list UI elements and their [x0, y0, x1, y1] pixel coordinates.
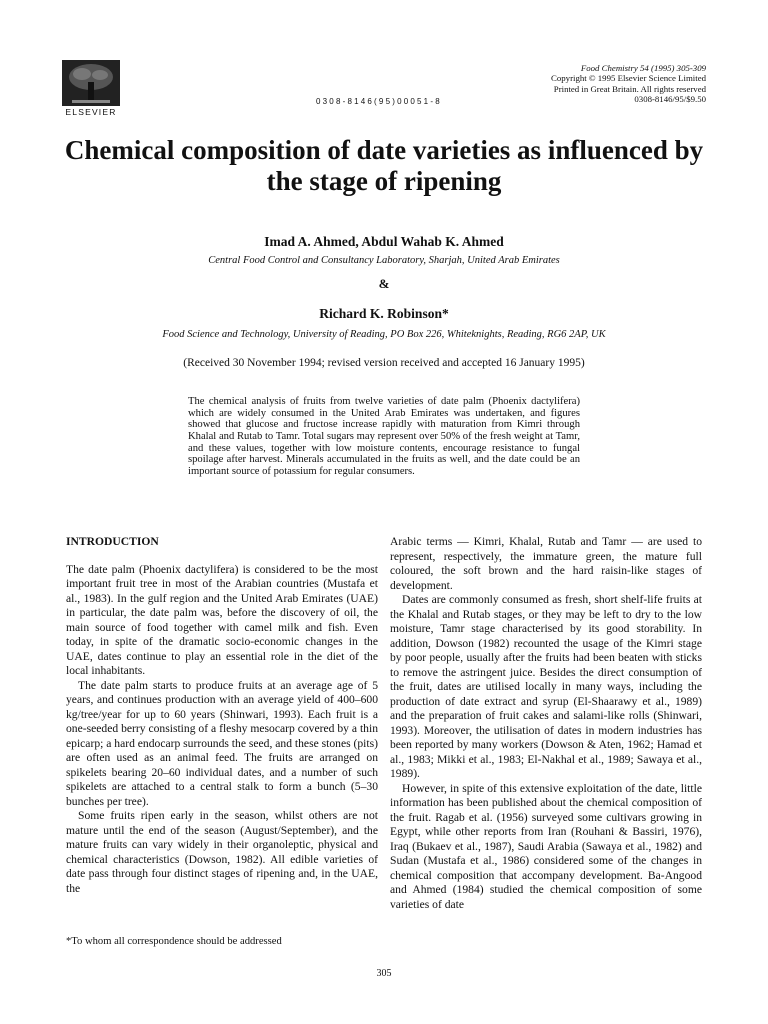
author-separator: & — [378, 276, 390, 291]
body-paragraph: However, in spite of this extensive exploitation of the date, little information has been published about the chemical composition of the fruit. Ragab et al. (1956) surveyed some cultivars growing in Egypt, while other reports from Iran (Rouhani & Bassiri, 1976), Iraq (Bukaev et al., 1987), Saudi Arabia (Sawaya et al., 1982) and Sudan (Mustafa et al., 1986) considered some of the changes in chemical composition that accompany development. Ba-Angood and Ahmed (1984) studied the chemical composition of some varieties of date — [390, 781, 702, 911]
authors-secondary: Richard K. Robinson* — [319, 306, 449, 321]
tree-logo-icon — [62, 60, 120, 106]
body-paragraph: Arabic terms — Kimri, Khalal, Rutab and Tamr — are used to represent, respectively, the immature green, the mature full coloured, the soft brown and the hard raisin-like stages of development. — [390, 535, 702, 592]
received-dates: (Received 30 November 1994; revised version received and accepted 16 January 1995) — [183, 357, 585, 369]
abstract: The chemical analysis of fruits from twelve varieties of date palm (Phoenix dactylifera) which are widely consumed in the United Arab Emirates was undertaken, and figures showed that glucose and fructose increase rapidly with maturation from Kimri through Khalal and Rutab to Tamr. Total sugars may represent over 50% of the fresh weight at Tamr, and these values, together with low moisture contents, encourage resistance to fungal spoilage after harvest. Minerals accumulated in the fruits as well, and the date could be an important source of potassium for regular consumers. — [188, 396, 580, 477]
journal-info — [446, 63, 706, 105]
affiliation-secondary: Food Science and Technology, University of Reading, PO Box 226, Whiteknights, Reading, RG6 2AP, UK — [162, 329, 606, 340]
paper-title: Chemical composition of date varieties as influenced by the stage of ripening — [64, 135, 704, 196]
authors-primary: Imad A. Ahmed, Abdul Wahab K. Ahmed — [264, 234, 504, 249]
issn-line: 0308-8146/95/$9.50 — [634, 94, 706, 105]
body-paragraph: The date palm starts to produce fruits at an average age of 5 years, and continues production with an average yield of 400–600 kg/tree/year for up to 60 years (Shinwari, 1993). Each fruit is a one-seeded berry consisting of a fleshy mesocarp covered by a thin epicarp; a hard endocarp surrounds the seed, and these stones (pits) are often used as an animal feed. The fruits are arranged on spikelets bearing 20–60 individual dates, and a number of such spikelets are attached to a central stalk to form a bunch (5–30 bunches per tree). — [66, 678, 378, 808]
elsevier-logo — [62, 60, 120, 117]
copyright-line: Copyright © 1995 Elsevier Science Limited — [551, 73, 706, 84]
printed-line: Printed in Great Britain. All rights reserved — [553, 83, 706, 94]
body-paragraph: Dates are commonly consumed as fresh, short shelf-life fruits at the Khalal and Rutab stages, or they may be left to dry to the low moisture, Tamr stage characterised by its good storability. In addition, Dowson (1982) recounted the usage of the Kimri stage by poor people, usually after the fruits had been beaten with sticks to remove the astringent juice. Besides the direct consumption of the fruit, dates are utilised locally in many ways, including the production of date extract and syrup (El-Shaarawy et al., 1989) and the preparation of fruit cakes and salami-like rolls (Shinwari, 1993). Moreover, the utilisation of dates in modern industries has been reported by many workers (Dowson & Aten, 1962; Hamad et al., 1983; Mikki et al., 1983; El-Nakhal et al., 1989; Sawaya et al., 1989). — [390, 593, 702, 780]
article-code: 0308-8146(95)00051-8 — [316, 97, 442, 106]
body-paragraph: The date palm (Phoenix dactylifera) is considered to be the most important fruit tree in most of the Arabian countries (Mustafa et al., 1983). In the gulf region and the United Arab Emirates (UAE) in particular, the date palm was, before the discovery of oil, the main source of food together with camel milk and fish. Even today, in spite of the dramatic socio-economic changes in the UAE, dates continue to play an essential role in the diet of the local inhabitants. — [66, 562, 378, 677]
page-number: 305 — [376, 968, 392, 979]
correspondence-footnote: *To whom all correspondence should be addressed — [66, 936, 282, 947]
body-column-right — [390, 535, 702, 912]
section-heading-introduction: INTRODUCTION — [66, 535, 159, 548]
journal-citation: Food Chemistry 54 (1995) 305-309 — [580, 63, 706, 73]
publisher-name: ELSEVIER — [65, 107, 117, 117]
affiliation-primary: Central Food Control and Consultancy Laboratory, Sharjah, United Arab Emirates — [208, 255, 560, 266]
body-column-left — [66, 535, 378, 896]
body-paragraph: Some fruits ripen early in the season, whilst others are not mature until the end of the season (August/September), and the mature fruits can vary widely in their organoleptic, physical and chemical characteristics (Dowson, 1982). All edible varieties of date pass through four distinct stages of ripening and, in the UAE, the — [66, 809, 378, 895]
